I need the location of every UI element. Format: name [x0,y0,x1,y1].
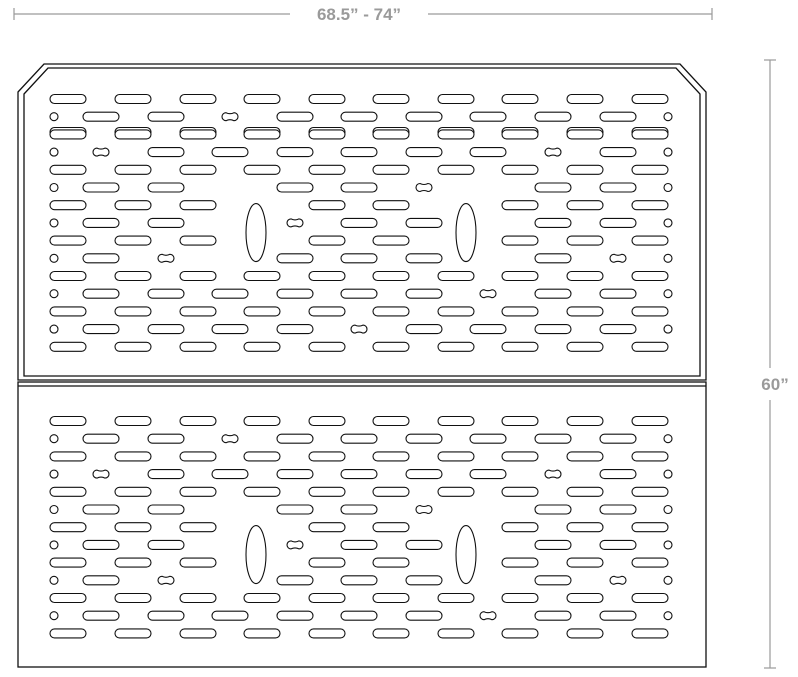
slot-hole [244,452,280,461]
slot-hole [406,112,442,121]
round-hole [664,254,672,262]
slot-hole [309,130,345,139]
mounting-slot [456,204,476,262]
slot-hole [567,417,603,426]
dumbbell-hole [416,506,432,514]
slot-hole [341,611,377,620]
slot-hole [470,470,506,479]
slot-hole [406,576,442,585]
slot-hole [341,434,377,443]
slot-hole [115,594,151,603]
slot-hole [212,289,248,298]
slot-hole [115,95,151,104]
slot-hole [535,112,571,121]
round-hole [664,470,672,478]
slot-hole [180,594,216,603]
round-hole [664,541,672,549]
slot-hole [277,576,313,585]
slot-hole [470,434,506,443]
dumbbell-hole [158,254,174,262]
slot-hole [373,523,409,532]
slot-hole [406,325,442,334]
slot-hole [180,487,216,496]
slot-hole [567,452,603,461]
slot-hole [406,148,442,157]
slot-hole [277,434,313,443]
slot-hole [600,611,636,620]
slot-hole [373,594,409,603]
slot-hole [148,470,184,479]
slot-hole [180,558,216,567]
slot-hole [600,325,636,334]
slot-hole [567,272,603,281]
slot-hole [600,112,636,121]
slot-hole [632,487,668,496]
slot-hole [438,272,474,281]
slot-hole [115,523,151,532]
slot-hole [309,523,345,532]
round-hole [50,576,58,584]
slot-hole [632,452,668,461]
slot-hole [535,505,571,514]
slot-hole [148,112,184,121]
height-label: 60” [761,375,789,394]
slot-hole [83,434,119,443]
slot-hole [502,558,538,567]
slot-hole [148,611,184,620]
round-hole [664,113,672,121]
slot-hole [148,540,184,549]
slot-hole [438,594,474,603]
slot-hole [277,183,313,192]
slot-hole [567,165,603,174]
slot-hole [148,289,184,298]
slot-hole [632,95,668,104]
slot-hole [502,417,538,426]
slot-hole [277,505,313,514]
slot-hole [502,342,538,351]
slot-hole [502,594,538,603]
slot-hole [632,558,668,567]
slot-hole [244,594,280,603]
slot-hole [277,325,313,334]
slot-hole [600,148,636,157]
slot-hole [373,130,409,139]
slot-hole [567,558,603,567]
slot-hole [406,434,442,443]
slot-hole [567,523,603,532]
slot-hole [438,342,474,351]
slot-hole [115,130,151,139]
slot-hole [406,470,442,479]
slot-hole [373,487,409,496]
slot-hole [406,289,442,298]
slot-hole [438,95,474,104]
slot-hole [373,95,409,104]
slot-hole [567,236,603,245]
slot-hole [115,452,151,461]
slot-hole [502,307,538,316]
dumbbell-hole [416,184,432,192]
slot-hole [373,452,409,461]
slot-hole [50,95,86,104]
slot-hole [567,487,603,496]
slot-hole [341,148,377,157]
slot-hole [50,130,86,139]
mounting-slot [246,526,266,584]
slot-hole [309,201,345,210]
dumbbell-hole [158,576,174,584]
slot-hole [470,112,506,121]
slot-hole [50,165,86,174]
slot-hole [244,165,280,174]
slot-hole [277,470,313,479]
slot-hole [212,611,248,620]
round-hole [664,435,672,443]
slot-hole [406,218,442,227]
slot-hole [373,307,409,316]
slot-hole [341,254,377,263]
slot-hole [535,183,571,192]
dumbbell-hole [287,541,303,549]
slot-hole [50,558,86,567]
slot-hole [567,307,603,316]
slot-hole [567,201,603,210]
dumbbell-hole [545,470,561,478]
slot-hole [83,325,119,334]
slot-hole [470,325,506,334]
slot-hole [632,236,668,245]
slot-hole [567,342,603,351]
slot-hole [50,487,86,496]
slot-hole [535,325,571,334]
slot-hole [148,325,184,334]
slot-hole [373,236,409,245]
slot-hole [438,130,474,139]
slot-hole [438,452,474,461]
slot-hole [502,95,538,104]
slot-hole [115,165,151,174]
slot-hole [83,576,119,585]
slot-hole [83,218,119,227]
slot-hole [180,130,216,139]
slot-hole [502,523,538,532]
slot-hole [600,505,636,514]
round-hole [664,290,672,298]
slot-hole [502,236,538,245]
slot-hole [244,130,280,139]
slot-hole [83,611,119,620]
slot-hole [632,342,668,351]
slot-hole [632,523,668,532]
slot-hole [600,289,636,298]
slot-hole [502,165,538,174]
slot-hole [438,165,474,174]
slot-hole [50,629,86,638]
slot-hole [148,505,184,514]
slot-hole [244,629,280,638]
slot-hole [115,629,151,638]
round-hole [664,148,672,156]
slot-hole [115,236,151,245]
slot-hole [341,112,377,121]
slot-hole [373,165,409,174]
slot-hole [600,218,636,227]
round-hole [50,541,58,549]
slot-hole [309,272,345,281]
slot-hole [632,201,668,210]
slot-hole [535,289,571,298]
slot-hole [470,148,506,157]
slot-hole [600,434,636,443]
round-hole [664,612,672,620]
slot-hole [438,629,474,638]
slot-hole [180,342,216,351]
slot-hole [341,183,377,192]
round-hole [50,506,58,514]
slot-hole [341,576,377,585]
slot-hole [502,629,538,638]
slot-hole [309,307,345,316]
slot-hole [502,201,538,210]
slot-hole [535,611,571,620]
slot-hole [406,540,442,549]
width-label: 68.5” - 74” [316,5,402,24]
slot-hole [83,289,119,298]
slot-hole [83,540,119,549]
slot-hole [309,629,345,638]
slot-hole [341,289,377,298]
slot-hole [341,470,377,479]
round-hole [50,470,58,478]
slot-hole [50,307,86,316]
slot-hole [50,452,86,461]
slot-hole [535,434,571,443]
slot-hole [148,148,184,157]
slot-hole [50,272,86,281]
slot-hole [212,470,248,479]
slot-hole [502,452,538,461]
slot-hole [341,218,377,227]
slot-hole [180,452,216,461]
slot-hole [567,95,603,104]
dumbbell-hole [93,470,109,478]
height-dimension [761,60,788,668]
round-hole [664,325,672,333]
slot-hole [180,629,216,638]
dumbbell-hole [480,612,496,620]
slot-hole [244,487,280,496]
slot-hole [438,487,474,496]
slot-hole [180,417,216,426]
slot-hole [50,594,86,603]
slot-hole [244,95,280,104]
dumbbell-hole [287,219,303,227]
slot-hole [148,183,184,192]
slot-hole [180,201,216,210]
slot-hole [535,254,571,263]
dumbbell-hole [545,148,561,156]
slot-hole [373,342,409,351]
slot-hole [502,487,538,496]
slot-hole [115,307,151,316]
slot-hole [373,272,409,281]
dumbbell-hole [222,113,238,121]
round-hole [50,219,58,227]
dumbbell-hole [93,148,109,156]
slot-hole [309,417,345,426]
slot-hole [180,95,216,104]
slot-hole [600,470,636,479]
slot-hole [277,611,313,620]
slot-hole [83,254,119,263]
dumbbell-hole [480,290,496,298]
slot-hole [244,272,280,281]
bottom-panel [18,382,706,667]
slot-hole [309,452,345,461]
slot-hole [632,594,668,603]
slot-hole [632,165,668,174]
slot-hole [567,130,603,139]
mounting-slot [456,526,476,584]
dumbbell-hole [610,576,626,584]
slot-hole [50,523,86,532]
slot-hole [406,254,442,263]
slot-hole [567,594,603,603]
slot-hole [244,342,280,351]
slot-hole [535,576,571,585]
slot-hole [632,130,668,139]
slot-hole [115,487,151,496]
slot-hole [277,254,313,263]
slot-hole [277,112,313,121]
slot-hole [180,272,216,281]
slot-hole [50,201,86,210]
top-panel [18,64,706,380]
dumbbell-hole [610,254,626,262]
round-hole [50,325,58,333]
slot-hole [309,95,345,104]
slot-hole [212,325,248,334]
slot-hole [180,236,216,245]
width-dimension [14,5,712,24]
slot-hole [83,505,119,514]
slot-hole [632,629,668,638]
slot-hole [600,183,636,192]
slot-hole [535,218,571,227]
slot-hole [50,417,86,426]
round-hole [50,612,58,620]
slot-hole [502,272,538,281]
mounting-slot [246,204,266,262]
round-hole [50,113,58,121]
slot-hole [180,523,216,532]
round-hole [50,254,58,262]
slot-hole [438,417,474,426]
slot-hole [309,165,345,174]
slot-hole [115,342,151,351]
slot-hole [632,272,668,281]
slot-hole [277,148,313,157]
round-hole [664,219,672,227]
slot-hole [373,417,409,426]
slot-hole [309,236,345,245]
round-hole [664,506,672,514]
slot-hole [244,417,280,426]
slot-hole [373,629,409,638]
round-hole [664,184,672,192]
slot-hole [632,417,668,426]
slot-hole [277,289,313,298]
round-hole [50,435,58,443]
slot-hole [309,558,345,567]
slot-hole [309,594,345,603]
slot-hole [309,487,345,496]
slot-hole [632,307,668,316]
round-hole [664,576,672,584]
slot-hole [83,112,119,121]
slot-hole [341,540,377,549]
slot-hole [502,130,538,139]
slot-hole [115,417,151,426]
slot-hole [600,540,636,549]
round-hole [50,184,58,192]
dumbbell-hole [222,435,238,443]
slot-hole [341,505,377,514]
slot-hole [373,201,409,210]
slot-hole [83,183,119,192]
slot-hole [406,611,442,620]
slot-hole [309,342,345,351]
slot-hole [212,148,248,157]
slot-hole [180,307,216,316]
slot-hole [180,165,216,174]
dumbbell-hole [351,325,367,333]
slot-hole [148,434,184,443]
slot-hole [115,272,151,281]
slot-hole [115,201,151,210]
slot-hole [567,629,603,638]
slot-hole [50,236,86,245]
slot-hole [115,558,151,567]
slot-hole [438,307,474,316]
round-hole [50,290,58,298]
slot-hole [535,540,571,549]
slot-hole [148,218,184,227]
round-hole [50,148,58,156]
slot-hole [244,307,280,316]
slot-hole [373,558,409,567]
slot-hole [50,342,86,351]
